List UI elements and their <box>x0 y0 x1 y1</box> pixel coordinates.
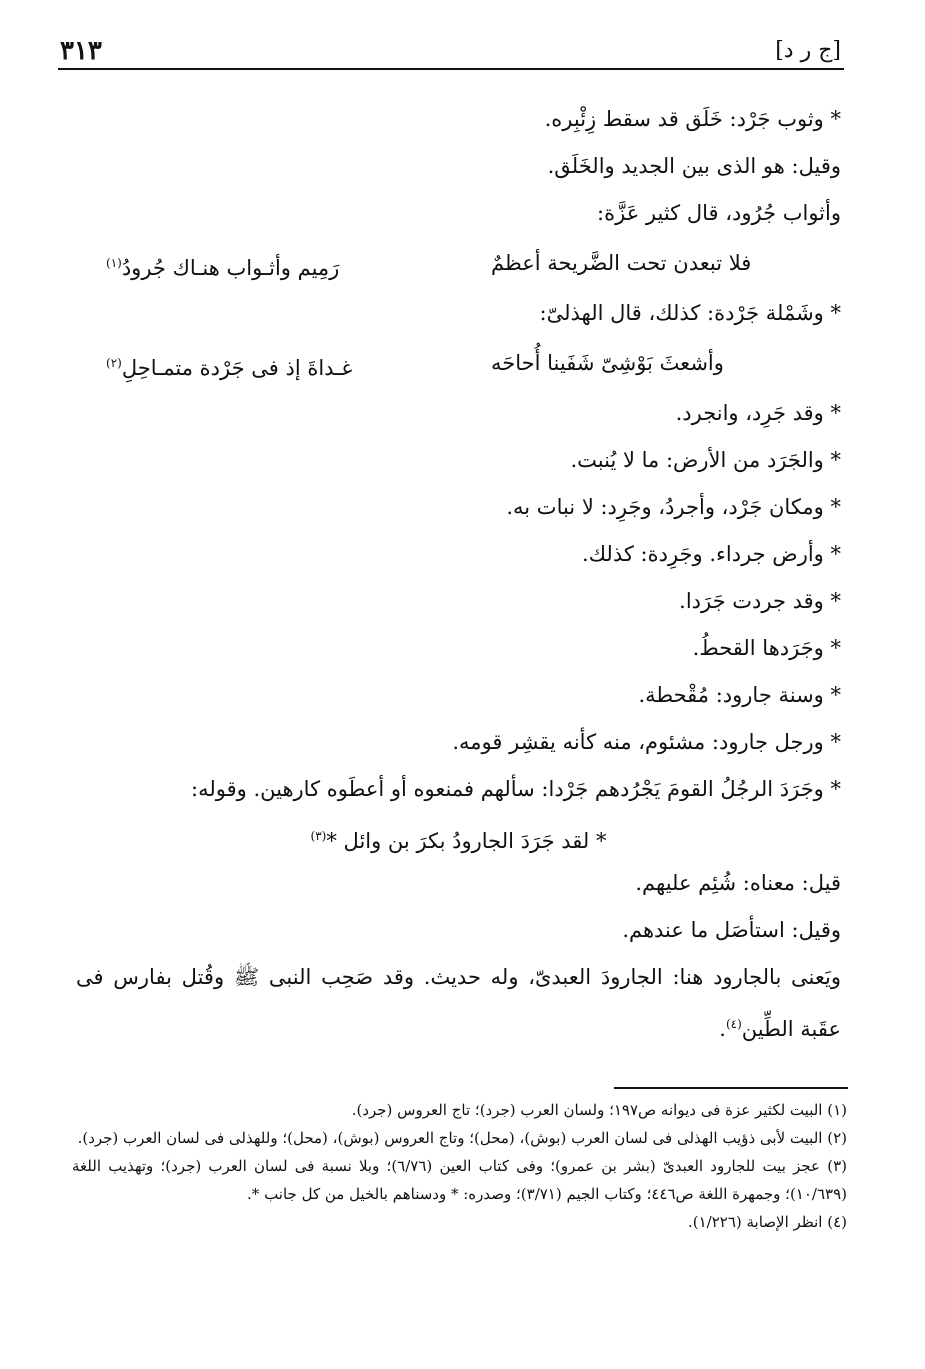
page-number: ٣١٣ <box>60 36 102 66</box>
text-line: * ومكان جَرْد، وأجردُ، وجَرِد: لا نبات به. <box>506 495 841 519</box>
final-paragraph-text: ويَعنى بالجارود هنا: الجارودَ العبدىّ، وله حديث. وقد صَحِب النبى ﷺ وقُتل بفارس فى عقَبة الطِّين <box>76 965 841 1041</box>
text-line: * وأرض جرداء. وجَرِدة: كذلك. <box>582 542 841 566</box>
text-line: * وسنة جارود: مُقْحطة. <box>638 683 841 707</box>
text-line: * وجَرَدَ الرجُلُ القومَ يَجْرُدهم جَرْدا: سألهم فمنعوه أو أعطَوه كارهين. وقوله: <box>191 777 841 801</box>
verse-1 <box>76 237 841 290</box>
final-paragraph-end: . <box>719 1017 726 1041</box>
footnote-ref-3[interactable]: (٣) <box>310 829 327 843</box>
verse-first-hemistich: فلا تبعدن تحت الضَّريحة أعظمٌ <box>491 251 752 275</box>
text-line: * والجَرَد من الأرض: ما لا يُنبت. <box>570 448 841 472</box>
footnote-2: (٢) البيت لأبى ذؤيب الهذلى فى لسان العرب (بوش)، (محل)؛ وتاج العروس (بوش)، (محل)؛ وللهذلى فى لسان العرب (جرد). <box>77 1129 847 1147</box>
footnote-ref-4[interactable]: (٤) <box>725 1017 742 1031</box>
quote-text: * لقد جَرَدَ الجارودُ بكرَ بن وائل * <box>326 829 607 853</box>
root-header: [ج ر د] <box>775 38 841 63</box>
verse-second-text: رَمِيم وأثـواب هنـاك جُرودُ <box>121 256 340 280</box>
footnote-ref-1[interactable]: (١) <box>106 256 122 270</box>
footnote-ref-2[interactable]: (٢) <box>106 356 122 370</box>
text-line: قيل: معناه: شُئِم عليهم. <box>635 871 841 895</box>
verse-2 <box>76 337 841 390</box>
footnotes <box>72 1096 847 1236</box>
verse-first-hemistich: وأشعثَ بَوْشِىّ شَفَينا أُحاحَه <box>491 351 724 375</box>
footnote-3: (٣) عجز بيت للجارود العبدىّ (بشر بن عمرو)؛ وفى كتاب العين (٦/٧٦)؛ وبلا نسبة فى لسان العرب (جرد)؛ وتهذيب اللغة (١٠/٦٣٩)؛ وجمهرة اللغة ص٤٤٦؛ وكتاب الجيم (٣/٧١)؛ وصدره: * ودسناهم بالخيل من كل جانب *. <box>72 1157 847 1203</box>
text-line: وقيل: استأصَل ما عندهم. <box>622 918 841 942</box>
verse-second-text: غـداةَ إذ فى جَرْدة متمـاحِلِ <box>121 356 353 380</box>
text-line: * وشَمْلة جَرْدة: كذلك، قال الهذلىّ: <box>539 301 841 325</box>
verse-second-hemistich <box>76 337 491 390</box>
text-line: * وثوب جَرْد: خَلَق قد سقط زِئْبِره. <box>544 107 841 131</box>
footnote-4: (٤) انظر الإصابة (١/٢٢٦). <box>687 1213 847 1231</box>
final-paragraph <box>76 954 841 1053</box>
footnote-rule <box>614 1087 848 1089</box>
text-line: * وقد جَرِد، وانجرد. <box>675 401 841 425</box>
text-line: * وجَرَدها القحطُ. <box>692 636 841 660</box>
text-line: وأثواب جُرُود، قال كثير عَزَّة: <box>597 201 841 225</box>
text-line: * وقد جردت جَرَدا. <box>679 589 841 613</box>
quoted-hemistich <box>76 813 841 860</box>
header-rule <box>58 68 844 70</box>
verse-second-hemistich <box>76 237 491 290</box>
main-text <box>76 96 841 1053</box>
text-line: وقيل: هو الذى بين الجديد والخَلَق. <box>547 154 841 178</box>
text-line: * ورجل جارود: مشئوم، منه كأنه يقشِر قومه. <box>452 730 841 754</box>
footnote-1: (١) البيت لكثير عزة فى ديوانه ص١٩٧؛ ولسان العرب (جرد)؛ تاج العروس (جرد). <box>351 1101 847 1119</box>
